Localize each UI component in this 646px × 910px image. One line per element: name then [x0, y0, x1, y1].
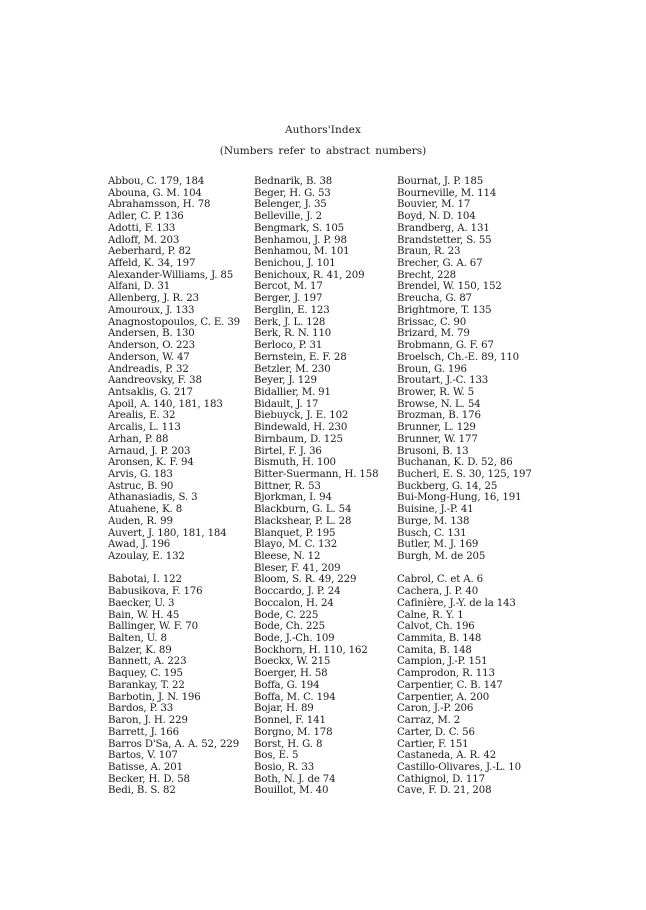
index-entry: Biebuyck, J. E. 102 [254, 410, 349, 422]
index-entry: Bloom, S. R. 49, 229 [254, 574, 357, 586]
index-entry: Butler, M. J. 169 [397, 539, 479, 551]
index-entry: Bitter-Suermann, H. 158 [254, 468, 379, 480]
index-entry: Berger, J. 197 [254, 293, 323, 305]
index-entry: Barrett, J. 166 [108, 726, 179, 738]
index-entry: Aeberhard, P. 82 [108, 246, 192, 258]
index-entry: Betzler, M. 230 [254, 363, 331, 375]
index-entry: Carraz, M. 2 [397, 715, 461, 727]
index-entry: Bannett, A. 223 [108, 656, 187, 668]
index-entry: Anderson, W. 47 [108, 351, 190, 363]
index-entry: Braun, R. 23 [397, 246, 461, 258]
index-entry: Burge, M. 138 [397, 515, 470, 527]
index-entry: Abouna, G. M. 104 [108, 187, 202, 199]
index-entry: Both, N. J. de 74 [254, 773, 336, 785]
index-entry: Bednarik, B. 38 [254, 176, 333, 187]
index-entry: Cafinière, J.-Y. de la 143 [397, 597, 516, 609]
index-entry: Adloff, M. 203 [108, 234, 180, 246]
index-entry: Campion, J.-P. 151 [397, 656, 488, 668]
index-entry: Bedi, B. S. 82 [108, 785, 176, 797]
index-entry: Boccalon, H. 24 [254, 597, 334, 609]
index-entry: Camita, B. 148 [397, 644, 472, 656]
index-entry: Amouroux, J. 133 [108, 304, 195, 316]
index-entry: Brendel, W. 150, 152 [397, 281, 502, 293]
index-entry: Aandreovsky, F. 38 [108, 375, 202, 387]
index-entry: Beyer, J. 129 [254, 375, 317, 387]
index-column-1 [108, 176, 250, 797]
index-entry: Babusikova, F. 176 [108, 586, 203, 598]
index-entry: Auden, R. 99 [108, 515, 173, 527]
index-entry: Bockhorn, H. 110, 162 [254, 644, 368, 656]
index-spacer [108, 563, 250, 575]
index-entry: Cave, F. D. 21, 208 [397, 785, 492, 797]
index-entry: Bindewald, H. 230 [254, 422, 348, 434]
index-entry: Barbotin, J. N. 196 [108, 691, 201, 703]
index-entry: Bourneville, M. 114 [397, 187, 497, 199]
index-entry: Boffa, M. C. 194 [254, 691, 336, 703]
index-entry: Boeckx, W. 215 [254, 656, 331, 668]
index-column-3 [397, 176, 547, 797]
index-entry: Carpentier, C. B. 147 [397, 679, 503, 691]
index-entry: Apoil, A. 140, 181, 183 [108, 398, 223, 410]
index-entry: Calne, R. Y. 1 [397, 609, 464, 621]
index-entry: Becker, H. D. 58 [108, 773, 190, 785]
index-entry: Bui-Mong-Hung, 16, 191 [397, 492, 522, 504]
index-entry: Bos, E. 5 [254, 750, 299, 762]
index-entry: Baron, J. H. 229 [108, 715, 188, 727]
index-entry: Bittner, R. 53 [254, 480, 321, 492]
index-entry: Berloco, P. 31 [254, 340, 323, 352]
index-entry: Bojar, H. 89 [254, 703, 314, 715]
index-entry: Arealis, E. 32 [108, 410, 176, 422]
page-title: Authors'Index [284, 124, 361, 136]
index-entry: Castillo-Olivares, J.-L. 10 [397, 761, 521, 773]
index-entry: Benhamou, J. P. 98 [254, 234, 347, 246]
index-entry: Calvot, Ch. 196 [397, 621, 475, 633]
index-entry: Barankay, T. 22 [108, 679, 185, 691]
index-entry: Bardos, P. 33 [108, 703, 174, 715]
index-entry: Adotti, F. 133 [108, 222, 176, 234]
index-entry: Bernstein, E. F. 28 [254, 351, 347, 363]
index-entry: Belleville, J. 2 [254, 211, 322, 223]
index-entry: Blayo, M. C. 132 [254, 539, 338, 551]
index-entry: Atuahene, K. 8 [108, 504, 183, 516]
index-entry: Blackburn, G. L. 54 [254, 504, 352, 516]
index-entry: Brunner, L. 129 [397, 422, 476, 434]
index-entry: Arvis, G. 183 [108, 468, 173, 480]
index-entry: Belenger, J. 35 [254, 199, 327, 211]
index-entry: Berk, R. N. 110 [254, 328, 332, 340]
index-entry: Bidallier, M. 91 [254, 386, 331, 398]
index-entry: Brower, R. W. 5 [397, 386, 475, 398]
index-entry: Alexander-Williams, J. 85 [108, 269, 234, 281]
index-entry: Broun, G. 196 [397, 363, 467, 375]
index-column-2 [254, 176, 394, 797]
index-entry: Bjorkman, I. 94 [254, 492, 332, 504]
index-entry: Bode, J.-Ch. 109 [254, 633, 335, 645]
index-entry: Benichoux, R. 41, 209 [254, 269, 365, 281]
index-entry: Anagnostopoulos, C. E. 39 [108, 316, 241, 328]
index-entry: Baecker, U. 3 [108, 597, 175, 609]
index-entry: Bain, W. H. 45 [108, 609, 180, 621]
index-entry: Camprodon, R. 113 [397, 668, 495, 680]
index-entry: Bouvier, M. 17 [397, 199, 471, 211]
index-entry: Broelsch, Ch.-E. 89, 110 [397, 351, 519, 363]
index-entry: Brandstetter, S. 55 [397, 234, 492, 246]
index-entry: Busch, C. 131 [397, 527, 467, 539]
index-entry: Bengmark, S. 105 [254, 222, 344, 234]
index-entry: Cachera, J. P. 40 [397, 586, 479, 598]
index-entry: Bouillot, M. 40 [254, 785, 329, 797]
index-entry: Bode, Ch. 225 [254, 621, 325, 633]
index-entry: Bercot, M. 17 [254, 281, 323, 293]
index-entry: Barros D'Sa, A. A. 52, 229 [108, 738, 240, 750]
index-entry: Cabrol, C. et A. 6 [397, 574, 484, 586]
index-entry: Arcalis, L. 113 [108, 422, 181, 434]
index-entry: Brusoni, B. 13 [397, 445, 469, 457]
index-entry: Breucha, G. 87 [397, 293, 472, 305]
index-entry: Berk, J. L. 128 [254, 316, 326, 328]
index-entry: Brunner, W. 177 [397, 433, 478, 445]
index-entry: Arhan, P. 88 [108, 433, 169, 445]
index-entry: Bode, C. 225 [254, 609, 319, 621]
index-entry: Buisine, J.-P. 41 [397, 504, 474, 516]
index-entry: Burgh, M. de 205 [397, 551, 486, 562]
index-entry: Brecher, G. A. 67 [397, 258, 483, 270]
index-entry: Athanasiadis, S. 3 [108, 492, 198, 504]
index-entry: Birnbaum, D. 125 [254, 433, 343, 445]
index-entry: Broutart, J.-C. 133 [397, 375, 489, 387]
index-entry: Brizard, M. 79 [397, 328, 470, 340]
index-entry: Azoulay, E. 132 [108, 551, 185, 562]
index-entry: Babotai, I. 122 [108, 574, 182, 586]
index-entry: Batisse, A. 201 [108, 761, 183, 773]
index-entry: Bartos, V. 107 [108, 750, 178, 762]
index-entry: Bleese, N. 12 [254, 551, 321, 562]
index-entry: Boyd, N. D. 104 [397, 211, 476, 223]
index-entry: Astruc, B. 90 [108, 480, 174, 492]
index-entry: Anderson, O. 223 [108, 340, 196, 352]
index-entry: Borgno, M. 178 [254, 726, 333, 738]
index-entry: Blanquet, P. 195 [254, 527, 336, 539]
index-entry: Allenberg, J. R. 23 [108, 293, 199, 305]
index-entry: Birtel, F. J. 36 [254, 445, 322, 457]
index-entry: Bismuth, H. 100 [254, 457, 336, 469]
index-entry: Carter, D. C. 56 [397, 726, 475, 738]
index-entry: Antsaklis, G. 217 [108, 386, 193, 398]
index-entry: Berglin, E. 123 [254, 304, 330, 316]
index-entry: Caron, J.-P. 206 [397, 703, 474, 715]
index-entry: Buchanan, K. D. 52, 86 [397, 457, 513, 469]
index-entry: Buckberg, G. 14, 25 [397, 480, 498, 492]
index-entry: Balzer, K. 89 [108, 644, 172, 656]
index-entry: Baquey, C. 195 [108, 668, 183, 680]
index-entry: Bleser, F. 41, 209 [254, 562, 341, 574]
index-entry: Boccardo, J. P. 24 [254, 586, 341, 598]
index-entry: Bournat, J. P. 185 [397, 176, 484, 187]
index-entry: Beger, H. G. 53 [254, 187, 331, 199]
index-entry: Brissac, C. 90 [397, 316, 467, 328]
index-entry: Boerger, H. 58 [254, 668, 328, 680]
index-entry: Blackshear, P. L. 28 [254, 515, 352, 527]
index-entry: Aronsen, K. F. 94 [108, 457, 194, 469]
index-entry: Alfani, D. 31 [108, 281, 171, 293]
index-entry: Andreadis, P. 32 [108, 363, 189, 375]
index-entry: Adler, C. P. 136 [108, 211, 184, 223]
index-entry: Brozman, B. 176 [397, 410, 481, 422]
index-entry: Brightmore, T. 135 [397, 304, 492, 316]
index-entry: Auvert, J. 180, 181, 184 [108, 527, 227, 539]
index-entry: Benichou, J. 101 [254, 258, 336, 270]
index-entry: Balten, U. 8 [108, 633, 167, 645]
index-entry: Abbou, C. 179, 184 [108, 176, 205, 187]
index-entry: Ballinger, W. F. 70 [108, 621, 198, 633]
index-entry: Affeld, K. 34, 197 [108, 258, 196, 270]
index-entry: Boffa, G. 194 [254, 679, 320, 691]
index-entry: Bosio, R. 33 [254, 761, 315, 773]
index-entry: Bidault, J. 17 [254, 398, 319, 410]
index-entry: Arnaud, J. P. 203 [108, 445, 191, 457]
index-entry: Bucherl, E. S. 30, 125, 197 [397, 468, 532, 480]
index-entry: Andersen, B. 130 [108, 328, 195, 340]
index-entry: Benhamou, M. 101 [254, 246, 350, 258]
index-entry: Brobmann, G. F. 67 [397, 340, 494, 352]
index-entry: Borst, H. G. 8 [254, 738, 323, 750]
index-entry: Browse, N. L. 54 [397, 398, 481, 410]
index-entry: Brandberg, A. 131 [397, 222, 490, 234]
index-entry: Cartier, F. 151 [397, 738, 469, 750]
page-subtitle: (Numbers refer to abstract numbers) [219, 145, 427, 157]
index-entry: Abrahamsson, H. 78 [108, 199, 211, 211]
index-entry: Cathignol, D. 117 [397, 773, 485, 785]
index-entry: Castaneda, A. R. 42 [397, 750, 497, 762]
index-entry: Carpentier, A. 200 [397, 691, 490, 703]
index-entry: Bonnel, F. 141 [254, 715, 326, 727]
index-entry: Cammita, B. 148 [397, 633, 482, 645]
index-entry: Awad, J. 196 [108, 539, 171, 551]
index-entry: Brecht, 228 [397, 269, 457, 281]
index-spacer [397, 563, 547, 575]
